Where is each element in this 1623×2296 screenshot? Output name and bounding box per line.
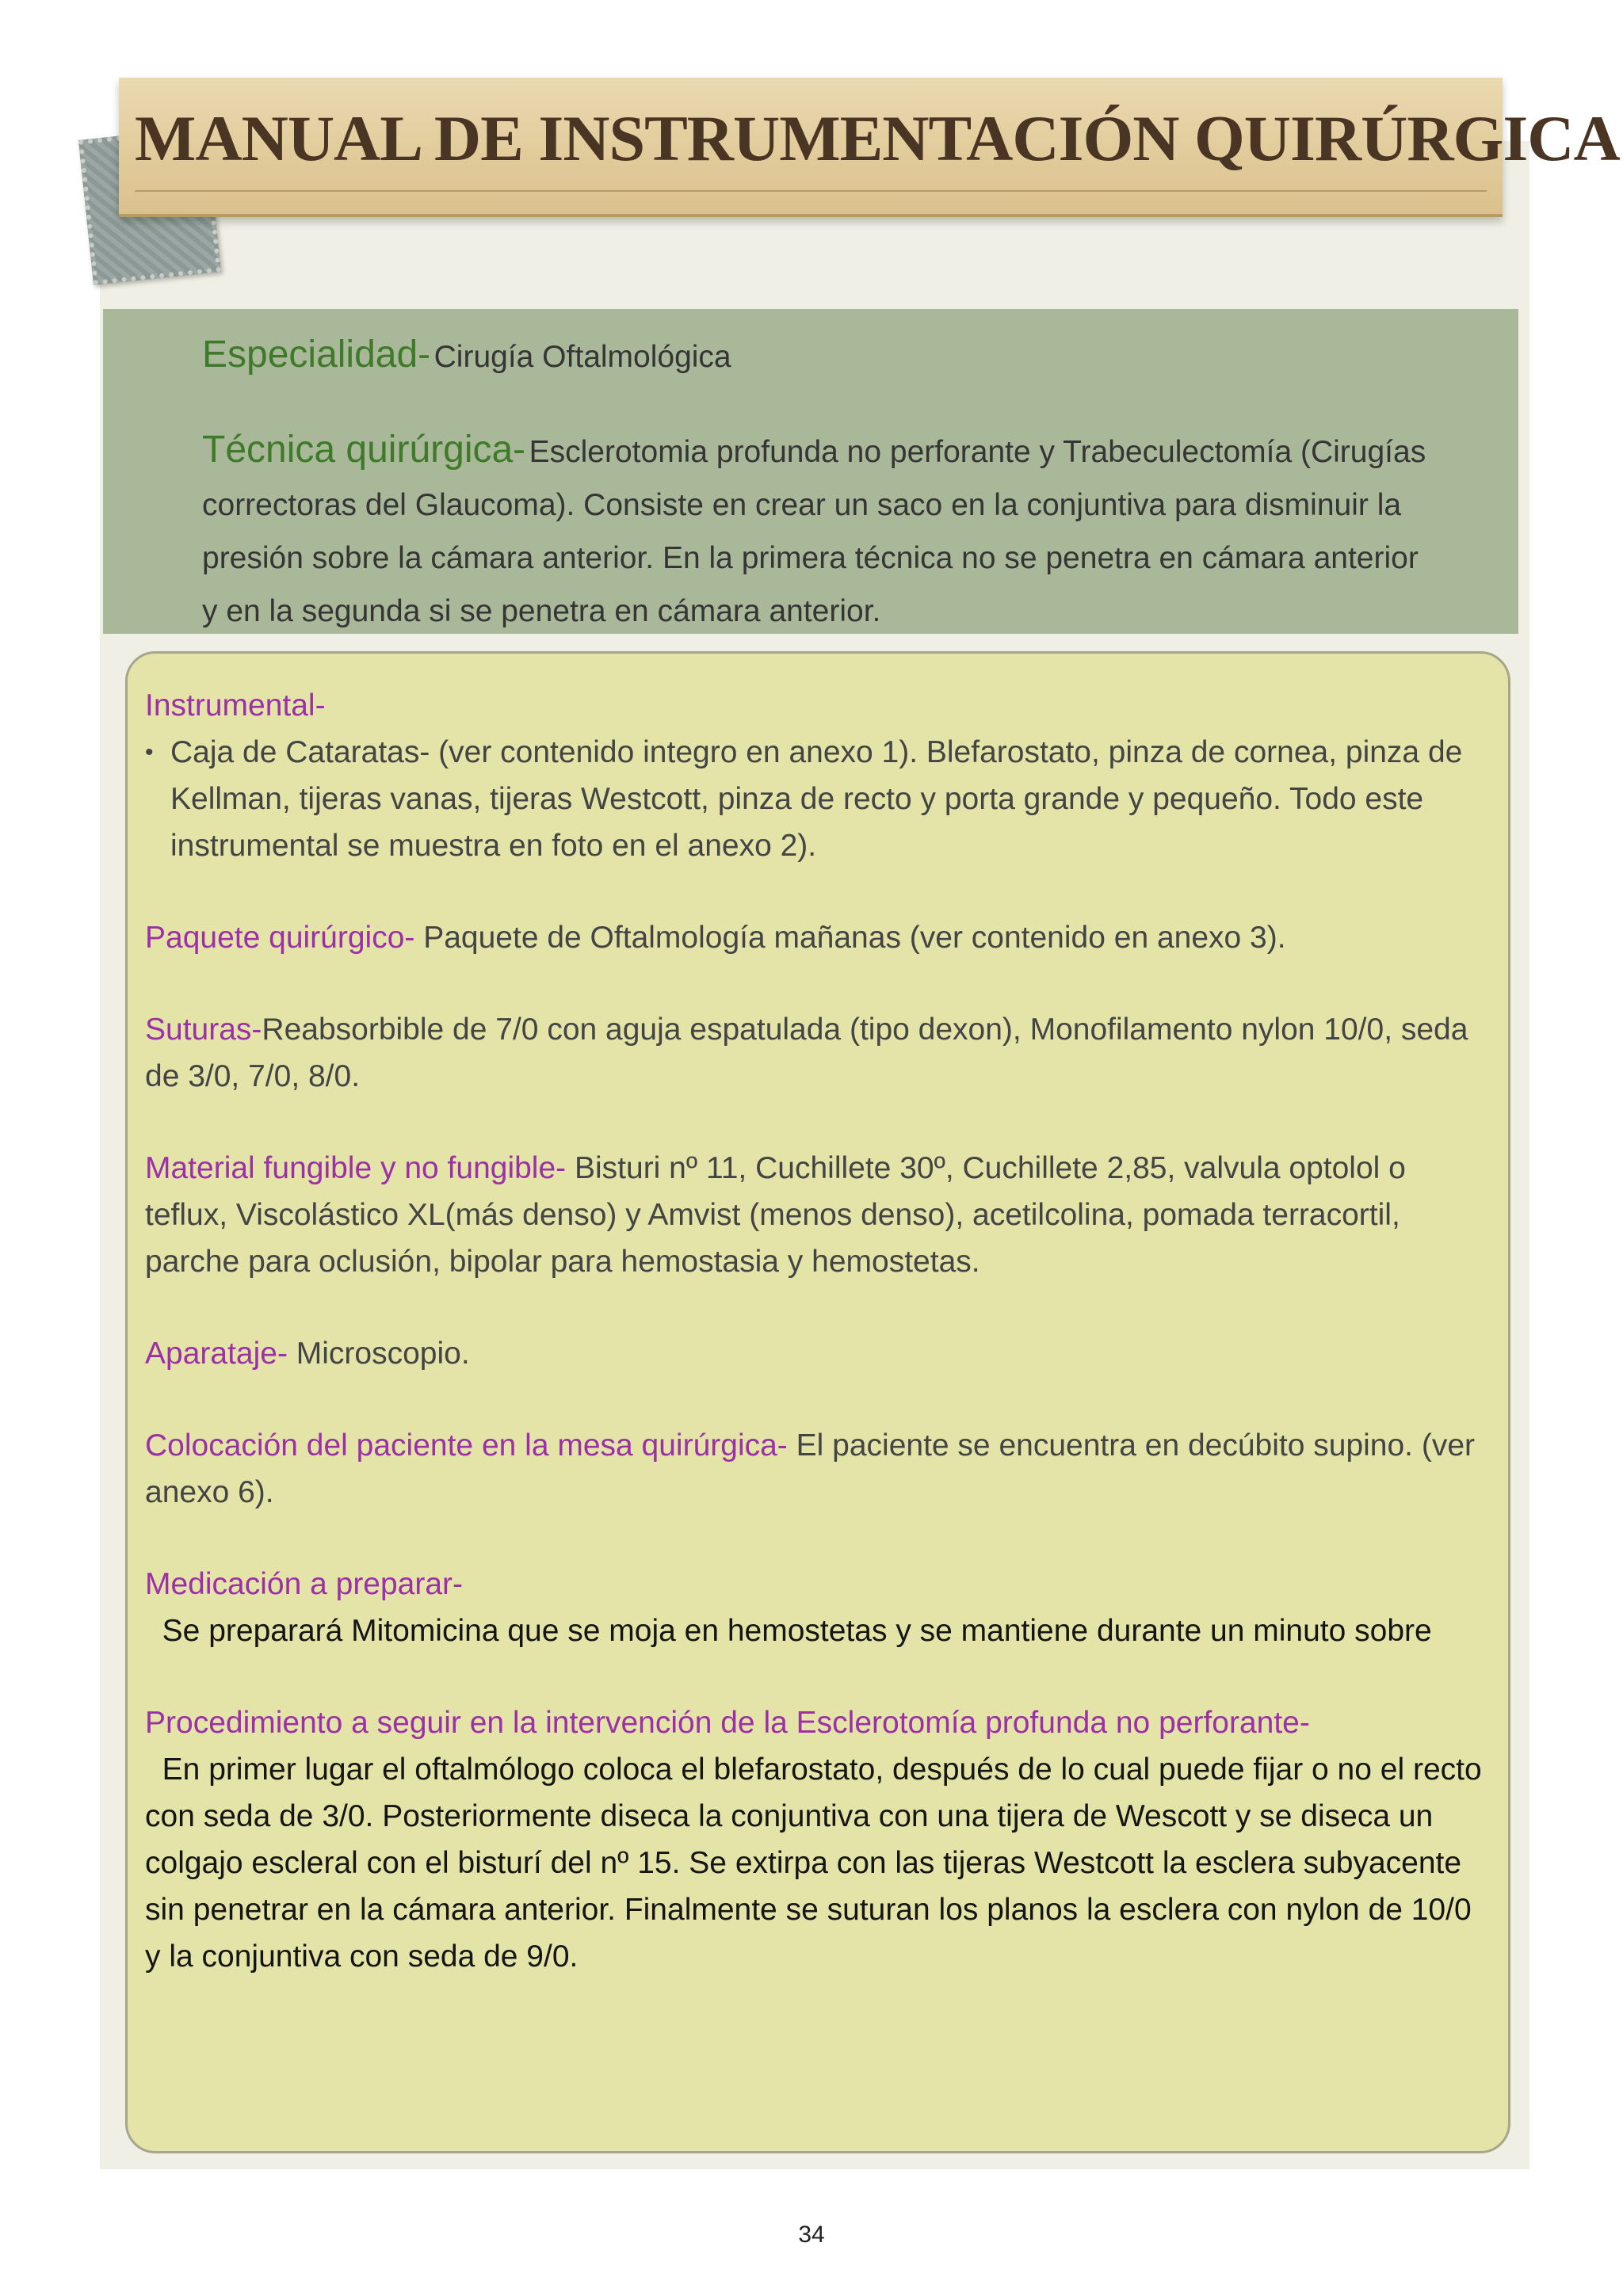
header-box	[103, 309, 1518, 634]
section-suturas	[145, 1006, 1492, 1100]
suturas-label: Suturas-	[145, 1013, 262, 1047]
section-material	[145, 1145, 1492, 1285]
technique-paragraph	[202, 426, 1438, 641]
procedimiento-label: Procedimiento a seguir en la intervención de la Esclerotomía profunda no perforante-	[145, 1706, 1310, 1740]
medicacion-label: Medicación a preparar-	[145, 1567, 464, 1601]
material-text: Bisturi nº 11, Cuchillete 30º, Cuchillete 2,85, valvula optolol o teflux, Viscolástico XL(más denso) y Amvist (menos denso), acetilcolina, pomada terracortil, parche para oclusión, bipolar para hemostasia y hemostetas.	[145, 1151, 1406, 1279]
content-body	[145, 682, 1492, 2025]
section-colocacion	[145, 1422, 1492, 1516]
specialty-label: Especialidad-	[202, 334, 431, 376]
section-aparataje	[145, 1330, 1492, 1377]
medicacion-text-content: Se preparará Mitomicina que se moja en hemostetas y se mantiene durante un minuto sobre	[162, 1614, 1432, 1648]
bullet-icon: •	[145, 739, 154, 765]
material-label: Material fungible y no fungible-	[145, 1151, 567, 1185]
page-number: 34	[798, 2222, 825, 2248]
instrumental-list-item	[145, 729, 1492, 869]
instrumental-label: Instrumental-	[145, 688, 326, 723]
instrumental-text: Caja de Cataratas- (ver contenido integro en anexo 1). Blefarostato, pinza de cornea, pinza de Kellman, tijeras vanas, tijeras Westcott, pinza de recto y porta grande y pequeño. Todo este instrumental se muestra en foto en el anexo 2).	[170, 735, 1463, 863]
procedimiento-text-content: En primer lugar el oftalmólogo coloca el blefarostato, después de lo cual puede fijar o no el recto con seda de 3/0. Posteriormente diseca la conjuntiva con una tijera de Wescott y se diseca un colgajo escleral con el bisturí del nº 15. Se extirpa con las tijeras Westcott la esclera subyacente sin penetrar en la cámara anterior. Finalmente se suturan los planos la esclera con nylon de 10/0 y la conjuntiva con seda de 9/0.	[145, 1753, 1482, 1974]
section-procedimiento	[145, 1699, 1492, 1980]
suturas-text: Reabsorbible de 7/0 con aguja espatulada (tipo dexon), Monofilamento nylon 10/0, seda de 3/0, 7/0, 8/0.	[145, 1013, 1468, 1093]
colocacion-text: El paciente se encuentra en decúbito supino. (ver anexo 6).	[145, 1428, 1476, 1509]
specialty-value: Cirugía Oftalmológica	[433, 340, 731, 374]
paquete-label: Paquete quirúrgico-	[145, 921, 415, 955]
procedimiento-text	[145, 1746, 1492, 1980]
title-banner	[119, 78, 1620, 217]
section-paquete	[145, 914, 1492, 961]
technique-label: Técnica quirúrgica-	[202, 429, 526, 471]
section-instrumental	[145, 682, 1492, 869]
colocacion-label: Colocación del paciente en la mesa quirúrgica-	[145, 1428, 788, 1463]
paquete-text: Paquete de Oftalmología mañanas (ver contenido en anexo 3).	[414, 921, 1286, 955]
medicacion-text	[145, 1608, 1492, 1654]
page-title: MANUAL DE INSTRUMENTACIÓN QUIRÚRGICA	[135, 102, 1620, 174]
specialty-line	[202, 333, 731, 376]
aparataje-text: Microscopio.	[287, 1337, 470, 1371]
section-medicacion	[145, 1561, 1492, 1654]
content-box	[125, 651, 1510, 2153]
aparataje-label: Aparataje-	[145, 1337, 288, 1371]
technique-value: Esclerotomia profunda no perforante y Trabeculectomía (Cirugías correctoras del Glaucoma). Consiste en crear un saco en la conjuntiva para disminuir la presión sobre la cámara anterior. En la primera técnica no se penetra en cámara anterior y en la segunda si se penetra en cámara anterior.	[202, 435, 1426, 628]
